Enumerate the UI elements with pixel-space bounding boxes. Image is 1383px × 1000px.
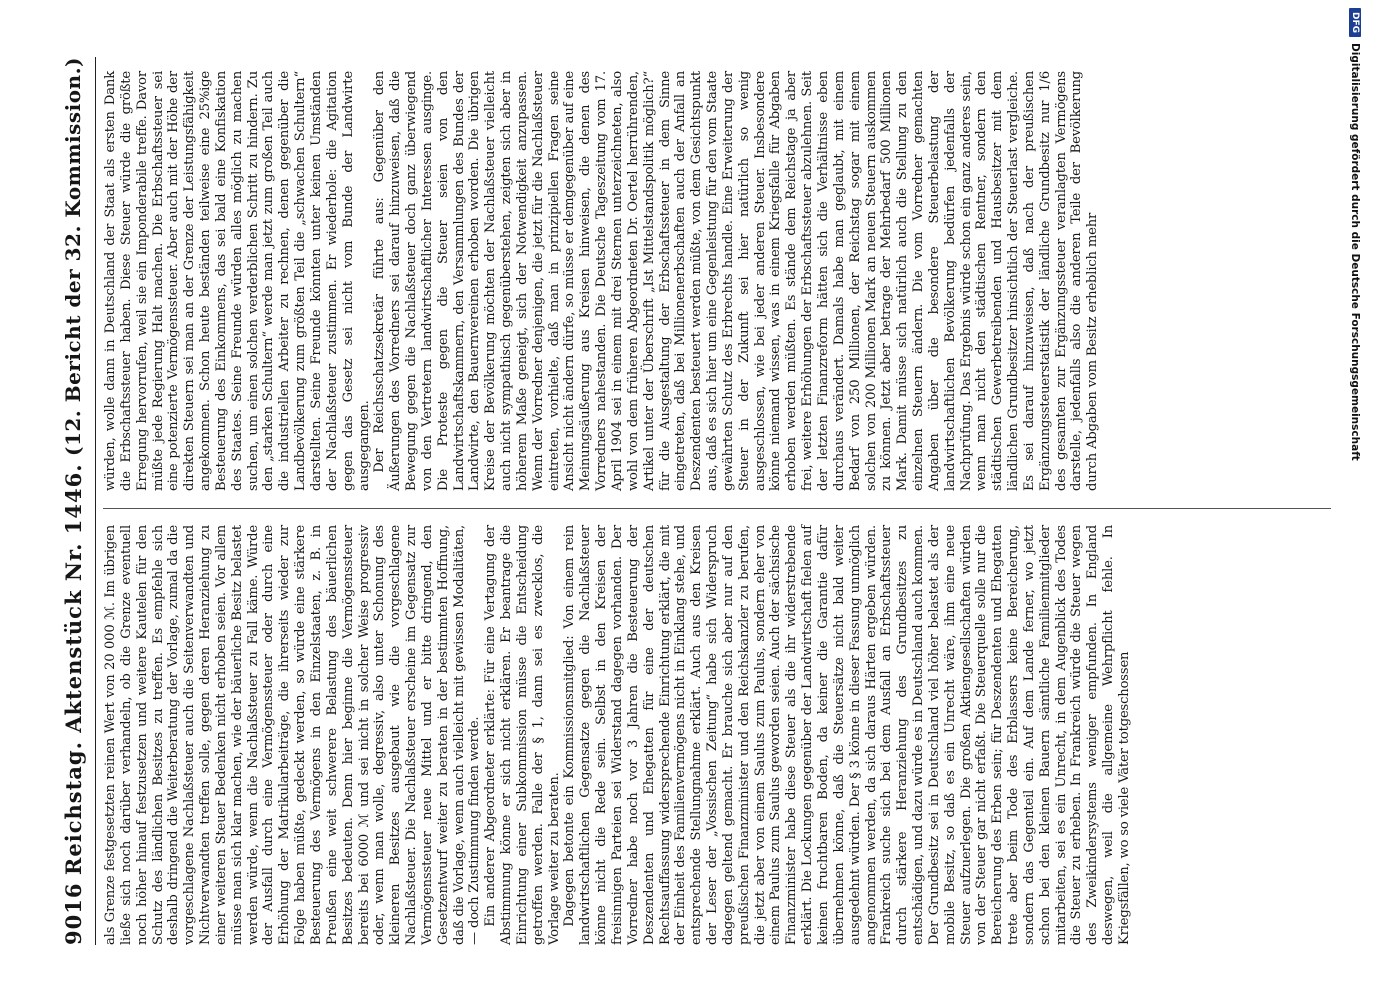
rotated-page xyxy=(55,57,1337,945)
credit-text: Digitalisierung gefördert durch die Deutsche Forschungsgemeinschaft xyxy=(1349,43,1361,461)
right-paragraph-2: Der Reichsschatzsekretär führte aus: Gegenüber den Äußerungen des Vorredners sei darauf hinzuweisen, daß die Bewegung gegen die Nachlaßsteuer doch ganz überwiegend von den Vertretern landwirtschaftlicher Interessen ausginge. Die Proteste gegen die Steuer seien von den Landwirtschaftskammern, den Versammlungen des Bundes der Landwirte, den Bauernvereinen erhoben worden. Die übrigen Kreise der Bevölkerung möchten der Nachlaßsteuer vielleicht auch nicht sympathisch gegenüberstehen, zeigten sich aber in höherem Maße geneigt, sich der Notwendigkeit anzupassen. Wenn der Vorredner denjenigen, die jetzt für die Nachlaßsteuer eintreten, vorhielte, daß man in prinzipiellen Fragen seine Ansicht nicht ändern dürfe, so müsse er demgegenüber auf eine Meinungsäußerung aus Kreisen hinweisen, die denen des Vorredners nahestanden. Die Deutsche Tageszeitung vom 17. April 1904 sei in einem mit drei Sternen unterzeichneten, also wohl von dem früheren Abgeordneten Dr. Oertel herrührenden, Artikel unter der Überschrift „Ist Mittelstandspolitik möglich?“ für die Ausgestaltung der Erbschaftssteuer in dem Sinne eingetreten, daß bei Millionenerbschaften auch der Anfall an Deszendenten besteuert werden müßte, von dem Gesichtspunkt aus, daß es sich hier um eine Gegenleistung für den vom Staate gewährten Schutz des Erbrechts handle. Eine Erweiterung der Steuer in der Zukunft sei hier natürlich so wenig ausgeschlossen, wie bei jeder anderen Steuer. Insbesondere könne niemand wissen, was in einem Kriegsfalle für Abgaben erhoben werden müßten. Es stände dem Reichstage ja aber frei, weitere Erhöhungen der Erbschaftssteuer abzulehnen. Seit der letzten Finanzreform hätten sich die Verhältnisse eben durchaus verändert. Damals habe man geglaubt, mit einem Bedarf von 250 Millionen, der Reichstag sogar mit einem solchen von 200 Millionen Mark an neuen Steuern auskommen zu können. Jetzt aber betrage der Mehrbedarf 500 Millionen Mark. Damit müsse sich natürlich auch die Stellung zu den einzelnen Steuern ändern. Die vom Vorredner gemachten Angaben über die besondere Steuerbelastung der landwirtschaftlichen Bevölkerung bedürfen jedenfalls der Nachprüfung. Das Ergebnis würde schon ein ganz anderes sein, wenn man nicht den städtischen Rentner, sondern den städtischen Gewerbetreibenden und Hausbesitzer mit dem ländlichen Grundbesitzer hinsichtlich der Steuerlast vergleiche. Es sei darauf hinzuweisen, daß nach der preußischen Ergänzungssteuerstatistik der ländliche Grundbesitz nur 1/6 des gesamten zur Ergänzungssteuer veranlagten Vermögens darstelle, jedenfalls also die anderen Teile der Bevölkerung durch Abgaben vom Besitz erheblich mehr xyxy=(372,71,1101,491)
column-divider xyxy=(103,508,1331,509)
left-paragraph-3: Dagegen betonte ein Kommissionsmitglied: Von einem rein landwirtschaftlichen Gegensatze gegen die Nachlaßsteuer könne nicht die Rede sein. Selbst in den Kreisen der freisinnigen Parteien sei Widerstand dagegen vorhanden. Der Vorredner habe noch vor 3 Jahren die Besteuerung der Deszendenten und Ehegatten für eine der deutschen Rechtsauffassung widersprechende Einrichtung erklärt, die mit der Einheit des Familienvermögens nicht in Einklang stehe, und entsprechende Stellungnahme erklärt. Auch aus den Kreisen der Leser der „Vossischen Zeitung“ habe sich Widerspruch dagegen geltend gemacht. Er brauche sich aber nur auf den preußischen Finanzminister und den Reichskanzler zu berufen, die jetzt aber von einem Saulus zum Paulus, sondern eher von einem Paulus zum Saulus geworden seien. Auch der sächsische Finanzminister habe diese Steuer als die ihr widerstrebende erklärt. Die Lockungen gegenüber der Landwirtschaft fielen auf keinen fruchtbaren Boden, da keiner die Garantie dafür übernehmen könne, daß die Steuersätze nicht bald weiter ausgedehnt würden. Der § 3 könne in dieser Fassung unmöglich angenommen werden, da sich daraus Härten ergeben würden. Frankreich suche sich bei dem Ausfall an Erbschaftssteuer durch stärkere Heranziehung des Grundbesitzes zu entschädigen, und dazu würde es in Deutschland auch kommen. Der Grundbesitz sei in Deutschland viel höher belastet als der mobile Besitz, so daß es ein Unrecht wäre, ihm eine neue Steuer aufzuerlegen. Die großen Aktiengesellschaften würden von der Steuer gar nicht erfaßt. Die Steuerquelle solle nur die Bereicherung des Erben sein; für Deszendenten und Ehegatten trete aber beim Tode des Erblassers keine Bereicherung, sondern das Gegenteil ein. Auf dem Lande ferner, wo jetzt schon bei den kleinen Bauern sämtliche Familienmitglieder mitarbeiten, sei es ein Unrecht, in dem Augenblick des Todes die Steuer zu erheben. In Frankreich würde die Steuer wegen des Zweikindersystems weniger empfunden. In England deswegen, weil die allgemeine Wehrpflicht fehle. In Kriegsfällen, wo so viele Väter totgeschossen xyxy=(562,525,1132,945)
report-title: (12. Bericht der 32. Kommission.) xyxy=(61,57,85,456)
running-title: Reichstag. Aktenstück Nr. 1446. xyxy=(60,463,86,876)
left-paragraph-1: als Grenze festgesetzten reinen Wert von 20 000 ℳ. Im übrigen ließe sich noch darüber verhandeln, ob die Grenze eventuell noch höher hinauf festzusetzen und weitere Kautelen für den Schutz des ländlichen Besitzes zu treffen. Es empfehle sich deshalb dringend die Weiterberatung der Vorlage, zumal da die vorgeschlagene Nachlaßsteuer auch die Seitenverwandten und Nichtverwandten treffen solle, gegen deren Heranziehung zu einer weiteren Steuer Bedenken nicht erhoben seien. Vor allem müsse man sich klar machen, wie der bäuerliche Besitz belastet werden würde, wenn die Nachlaßsteuer zu Fall käme. Würde der Ausfall durch eine Vermögenssteuer oder durch eine Erhöhung der Matrikularbeiträge, die ihrerseits wieder zur Folge haben müßte, gedeckt werden, so würde eine stärkere Besteuerung des Vermögens in den Einzelstaaten, z. B. in Preußen eine weit schwerere Belastung des bäuerlichen Besitzes bedeuten. Denn hier beginne die Vermögenssteuer bereits bei 6000 ℳ und sei nicht in solcher Weise progressiv oder, wenn man wolle, degressiv, also unter Schonung des kleineren Besitzes ausgebaut wie die vorgeschlagene Nachlaßsteuer. Die Nachlaßsteuer erscheine im Gegensatz zur Vermögenssteuer neue Mittel und er bitte dringend, den Gesetzentwurf weiter zu beraten in der bestimmten Hoffnung, daß die Vorlage, wenn auch vielleicht mit gewissen Modalitäten, — doch Zustimmung finden werde. xyxy=(103,525,483,945)
right-column xyxy=(103,71,1101,491)
left-column xyxy=(103,525,1133,945)
dfg-logo-icon: DFG xyxy=(1349,8,1361,37)
header-rule xyxy=(95,57,96,945)
page-number: 9016 xyxy=(60,882,86,945)
right-paragraph-1: würden, wolle dann in Deutschland der Staat als ersten Dank die Erbschaftssteuer haben. Diese Steuer würde die größte Erregung hervorrufen, weil sie ein Imponderabile treffe. Davor müßte jede Regierung Halt machen. Die Erbschaftssteuer sei eine potenzierte Vermögenssteuer. Aber auch mit der Höhe der direkten Steuern sei man an der Grenze der Leistungsfähigkeit angekommen. Schon heute beständen teilweise eine 25%ige Besteuerung des Einkommens, das sei bald eine Konfiskation des Staates. Seine Freunde würden alles möglich zu machen suchen, um einen solchen verderblichen Schritt zu hindern. Zu den „starken Schultern“ werde man jetzt zum großen Teil auch die industriellen Arbeiter zu rechnen, denen gegenüber die Landbevölkerung zum größten Teil die „schwachen Schultern“ darstellten. Seine Freunde könnten unter keinen Umständen der Nachlaßsteuer zustimmen. Er wiederhole: die Agitation gegen das Gesetz sei nicht vom Bunde der Landwirte ausgegangen. xyxy=(103,71,372,491)
page-header xyxy=(55,57,91,945)
left-paragraph-2: Ein anderer Abgeordneter erklärte: Für eine Vertagung der Abstimmung könne er sich nicht erklären. Er beantrage die Einrichtung einer Subkommission müsse die Entscheidung getroffen werden. Falle der § 1, dann sei es zwecklos, die Vorlage weiter zu beraten. xyxy=(483,525,562,945)
digitization-credit xyxy=(1347,8,1377,992)
